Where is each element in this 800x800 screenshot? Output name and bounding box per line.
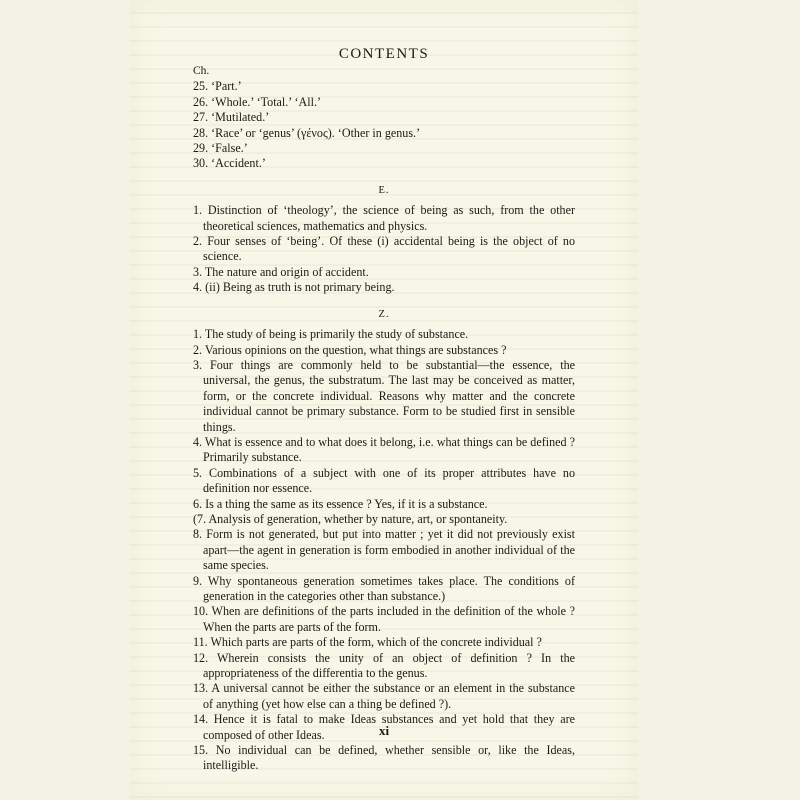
contents-entry: 26. ‘Whole.’ ‘Total.’ ‘All.’ bbox=[193, 94, 321, 109]
contents-entry: 29. ‘False.’ bbox=[193, 141, 248, 156]
contents-entry: 3. The nature and origin of accident. bbox=[193, 264, 369, 279]
section-z bbox=[193, 307, 575, 774]
section-heading: E. bbox=[378, 184, 390, 196]
contents-entry: 1. The study of being is primarily the study of substance. bbox=[193, 327, 469, 342]
contents-entry: 11. Which parts are parts of the form, which of the concrete individual ? bbox=[193, 635, 542, 650]
section-heading: Z. bbox=[378, 308, 390, 320]
page-number: xi bbox=[378, 723, 390, 738]
contents-entry: 14. Hence it is fatal to make Ideas substances and yet hold that they are composed of other Ideas. bbox=[193, 712, 575, 742]
chapter-column-label: Ch. bbox=[193, 65, 210, 77]
contents-entry: 27. ‘Mutilated.’ bbox=[193, 110, 270, 125]
contents-entry: 5. Combinations of a subject with one of its proper attributes have no definition nor essence. bbox=[193, 465, 575, 496]
contents-entry: 4. (ii) Being as truth is not primary being. bbox=[193, 280, 395, 295]
contents-entry: 4. What is essence and to what does it belong, i.e. what things can be defined ? Primarily substance. bbox=[193, 434, 575, 465]
contents-entry: 25. ‘Part.’ bbox=[193, 79, 242, 94]
section-e bbox=[193, 183, 575, 296]
contents-entry: 12. Wherein consists the unity of an object of definition ? In the appropriateness of the differentia to the genus. bbox=[193, 650, 575, 681]
contents-entry: 1. Distinction of ‘theology’, the science of being as such, from the other theoretical sciences, mathematics and physics. bbox=[193, 203, 575, 233]
contents-entry: 28. ‘Race’ or ‘genus’ (γένος). ‘Other in genus.’ bbox=[193, 125, 421, 140]
page-title: CONTENTS bbox=[338, 46, 430, 62]
contents-entry: 30. ‘Accident.’ bbox=[193, 156, 266, 171]
contents-entry: 2. Various opinions on the question, what things are substances ? bbox=[193, 342, 507, 357]
contents-entry: 6. Is a thing the same as its essence ? Yes, if it is a substance. bbox=[193, 496, 488, 511]
contents-entry: (7. Analysis of generation, whether by nature, art, or spontaneity. bbox=[193, 511, 508, 526]
contents-entry: 13. A universal cannot be either the substance or an element in the substance of anything (yet how else can a thing be defined ?). bbox=[193, 681, 575, 711]
contents-entry: 15. No individual can be defined, whether sensible or, like the Ideas, intelligible. bbox=[193, 743, 575, 773]
book-page bbox=[130, 0, 638, 800]
contents-entry: 3. Four things are commonly held to be substantial—the essence, the universal, the genus, the substratum. The last may be conceived as matter, form, or the concrete individual. Reasons why matter and the concrete individual cannot be primary substance. Form to be studied first in sensible things. bbox=[193, 357, 575, 434]
contents-entry: 10. When are definitions of the parts included in the definition of the whole ? When the parts are parts of the form. bbox=[193, 604, 575, 634]
section-delta-continued bbox=[193, 79, 575, 171]
contents-entry: 9. Why spontaneous generation sometimes takes place. The conditions of generation in the categories other than substance.) bbox=[193, 573, 575, 603]
contents-entry: 2. Four senses of ‘being’. Of these (i) accidental being is the object of no science. bbox=[193, 234, 575, 264]
contents-body bbox=[193, 64, 575, 774]
contents-entry: 8. Form is not generated, but put into matter ; yet it did not previously exist apart—the agent in generation is form embodied in another individual of the same species. bbox=[193, 527, 575, 573]
